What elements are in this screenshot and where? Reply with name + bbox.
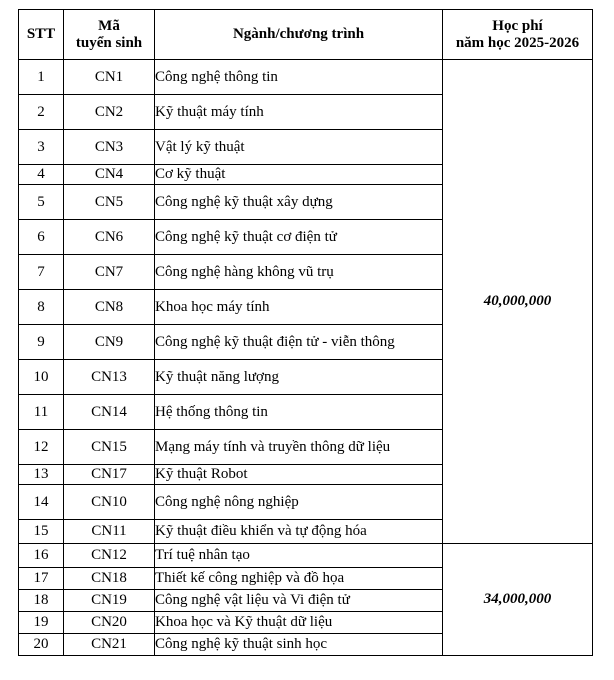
row-program: Vật lý kỹ thuật [155,130,443,165]
row-program: Kỹ thuật điều khiển và tự động hóa [155,520,443,544]
row-stt: 1 [19,60,64,95]
row-code: CN20 [64,612,155,634]
table-row [19,60,593,95]
row-stt: 18 [19,590,64,612]
row-code: CN18 [64,568,155,590]
row-program: Khoa học và Kỹ thuật dữ liệu [155,612,443,634]
row-code: CN1 [64,60,155,95]
header-stt: STT [19,10,64,60]
row-code: CN5 [64,185,155,220]
row-code: CN6 [64,220,155,255]
row-program: Hệ thống thông tin [155,395,443,430]
header-code-line1: Mã [98,17,120,34]
row-program: Công nghệ vật liệu và Vi điện tử [155,590,443,612]
row-program: Công nghệ kỹ thuật cơ điện tử [155,220,443,255]
row-program: Thiết kế công nghiệp và đồ họa [155,568,443,590]
row-stt: 10 [19,360,64,395]
row-stt: 2 [19,95,64,130]
row-program: Kỹ thuật máy tính [155,95,443,130]
row-code: CN11 [64,520,155,544]
row-code: CN17 [64,465,155,485]
row-stt: 19 [19,612,64,634]
row-code: CN19 [64,590,155,612]
row-code: CN21 [64,634,155,656]
row-stt: 12 [19,430,64,465]
header-program: Ngành/chương trình [155,10,443,60]
table-row [19,544,593,568]
row-stt: 11 [19,395,64,430]
row-code: CN10 [64,485,155,520]
fee-group-1: 40,000,000 [443,60,593,544]
row-program: Công nghệ thông tin [155,60,443,95]
header-row [19,10,593,60]
row-stt: 7 [19,255,64,290]
row-program: Công nghệ kỹ thuật điện tử - viễn thông [155,325,443,360]
row-stt: 5 [19,185,64,220]
row-stt: 6 [19,220,64,255]
header-fee-line2: năm học 2025-2026 [455,34,580,51]
row-program: Kỹ thuật năng lượng [155,360,443,395]
row-program: Công nghệ hàng không vũ trụ [155,255,443,290]
row-stt: 13 [19,465,64,485]
fee-group-2: 34,000,000 [443,544,593,656]
row-program: Công nghệ kỹ thuật sinh học [155,634,443,656]
row-program: Khoa học máy tính [155,290,443,325]
row-program: Cơ kỹ thuật [155,165,443,185]
tuition-fee-table [18,9,593,656]
row-code: CN15 [64,430,155,465]
row-stt: 14 [19,485,64,520]
row-code: CN13 [64,360,155,395]
row-stt: 3 [19,130,64,165]
row-code: CN7 [64,255,155,290]
row-code: CN8 [64,290,155,325]
row-stt: 8 [19,290,64,325]
header-tuition-fee [443,10,593,60]
row-stt: 4 [19,165,64,185]
header-admission-code [64,10,155,60]
row-stt: 16 [19,544,64,568]
row-stt: 17 [19,568,64,590]
row-code: CN3 [64,130,155,165]
row-code: CN2 [64,95,155,130]
header-fee-line1: Học phí [492,17,543,34]
row-stt: 20 [19,634,64,656]
row-program: Mạng máy tính và truyền thông dữ liệu [155,430,443,465]
row-code: CN14 [64,395,155,430]
row-program: Công nghệ kỹ thuật xây dựng [155,185,443,220]
row-stt: 9 [19,325,64,360]
row-program: Kỹ thuật Robot [155,465,443,485]
row-program: Trí tuệ nhân tạo [155,544,443,568]
row-code: CN9 [64,325,155,360]
row-code: CN12 [64,544,155,568]
row-code: CN4 [64,165,155,185]
row-stt: 15 [19,520,64,544]
row-program: Công nghệ nông nghiệp [155,485,443,520]
header-code-line2: tuyển sinh [75,34,143,51]
